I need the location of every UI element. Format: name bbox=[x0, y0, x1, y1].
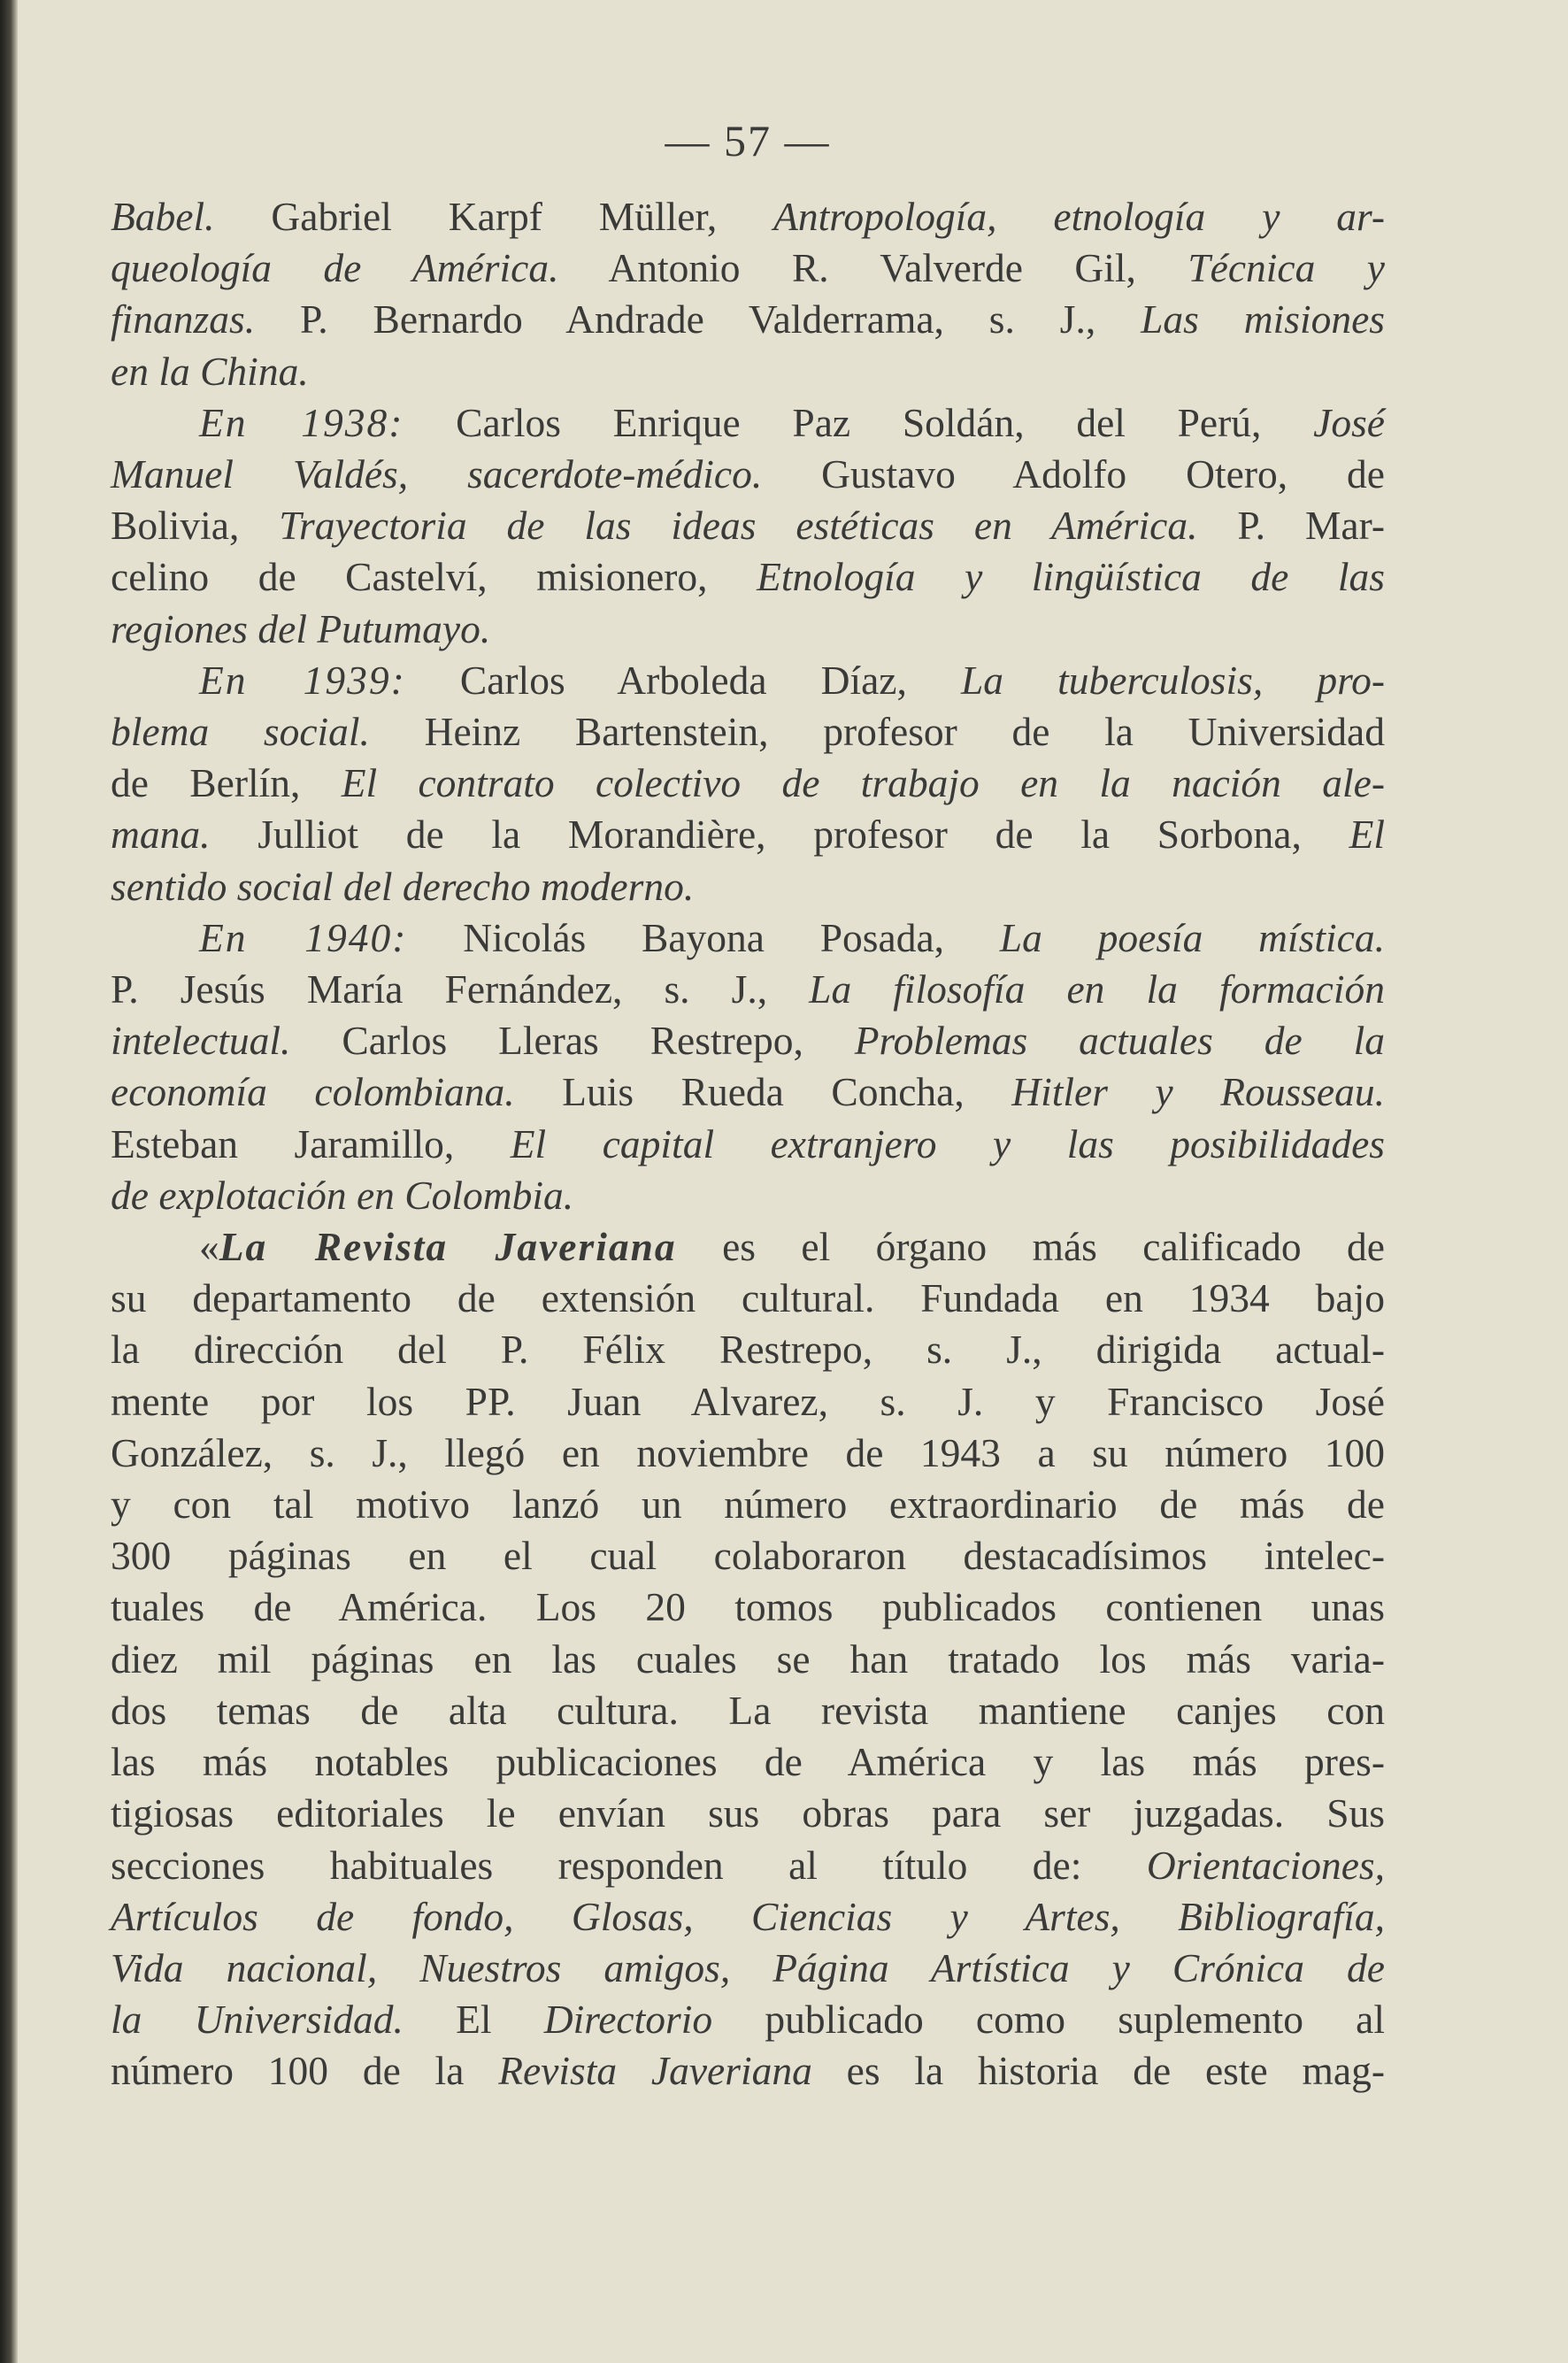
text-line: queología de América. Antonio R. Valverde Gil, Técnica y bbox=[111, 245, 1385, 291]
text-line: economía colombiana. Luis Rueda Concha, Hitler y Rousseau. bbox=[111, 1069, 1385, 1115]
text-line: la dirección del P. Félix Restrepo, s. J., dirigida actual- bbox=[111, 1327, 1385, 1373]
text-line: Babel. Gabriel Karpf Müller, Antropología, etnología y ar- bbox=[111, 194, 1385, 239]
year-heading: En 1940: bbox=[199, 914, 408, 960]
journal-title: La Revista Javeriana bbox=[219, 1224, 677, 1270]
text-line: mana. Julliot de la Morandière, profesor de la Sorbona, El bbox=[111, 812, 1385, 858]
paragraph-1 bbox=[111, 191, 1385, 397]
paragraph-revista-javeriana bbox=[111, 1221, 1385, 2097]
text-line: Artículos de fondo, Glosas, Ciencias y Artes, Bibliografía, bbox=[111, 1893, 1385, 1939]
text-line: Vida nacional, Nuestros amigos, Página Artística y Crónica de bbox=[111, 1944, 1385, 1990]
text-line: celino de Castelví, misionero, Etnología y lingüística de las bbox=[111, 554, 1385, 600]
text-line: González, s. J., llegó en noviembre de 1943 a su número 100 bbox=[111, 1429, 1385, 1475]
book-binding-edge bbox=[0, 0, 18, 2363]
text-line: y con tal motivo lanzó un número extraordinario de más de bbox=[111, 1482, 1385, 1528]
text-line: de explotación en Colombia. bbox=[111, 1172, 574, 1218]
paragraph-1940 bbox=[111, 912, 1385, 1221]
text-line: diez mil páginas en las cuales se han tratado los más varia- bbox=[111, 1636, 1385, 1682]
text-line: tuales de América. Los 20 tomos publicados contienen unas bbox=[111, 1584, 1385, 1630]
text-line: sentido social del derecho moderno. bbox=[111, 863, 695, 909]
text-line: Bolivia, Trayectoria de las ideas estéticas en América. P. Mar- bbox=[111, 503, 1385, 549]
text-line: «La Revista Javeriana es el órgano más calificado de bbox=[199, 1224, 1385, 1270]
text-line: Manuel Valdés, sacerdote-médico. Gustavo Adolfo Otero, de bbox=[111, 451, 1385, 497]
book-page bbox=[111, 115, 1385, 2097]
year-heading: En 1939: bbox=[199, 657, 406, 703]
text-line: 300 páginas en el cual colaboraron destacadísimos intelec- bbox=[111, 1533, 1385, 1579]
text-line: Esteban Jaramillo, El capital extranjero y las posibilidades bbox=[111, 1120, 1385, 1166]
text-line: la Universidad. El Directorio publicado como suplemento al bbox=[111, 1997, 1385, 2043]
text-line: En 1940: Nicolás Bayona Posada, La poesía mística. bbox=[199, 914, 1385, 960]
paragraph-1939 bbox=[111, 655, 1385, 912]
text-line: blema social. Heinz Bartenstein, profesor de la Universidad bbox=[111, 709, 1385, 755]
text-line: mente por los PP. Juan Alvarez, s. J. y Francisco José bbox=[111, 1378, 1385, 1424]
text-line: su departamento de extensión cultural. Fundada en 1934 bajo bbox=[111, 1275, 1385, 1321]
paragraph-1938 bbox=[111, 397, 1385, 655]
year-heading: En 1938: bbox=[199, 399, 404, 445]
text-line: regiones del Putumayo. bbox=[111, 605, 491, 651]
text-line: intelectual. Carlos Lleras Restrepo, Problemas actuales de la bbox=[111, 1018, 1386, 1064]
text-line: secciones habituales responden al título de: Orientaciones, bbox=[111, 1842, 1385, 1888]
text-line: En 1939: Carlos Arboleda Díaz, La tuberculosis, pro- bbox=[199, 657, 1385, 703]
text-line: número 100 de la Revista Javeriana es la historia de este mag- bbox=[111, 2048, 1386, 2094]
text-line: P. Jesús María Fernández, s. J., La filosofía en la formación bbox=[111, 966, 1385, 1012]
text-line: las más notables publicaciones de América y las más pres- bbox=[111, 1739, 1385, 1785]
text-line: dos temas de alta cultura. La revista mantiene canjes con bbox=[111, 1687, 1385, 1733]
text-line: finanzas. P. Bernardo Andrade Valderrama, s. J., Las misiones bbox=[111, 296, 1386, 343]
text-line: tigiosas editoriales le envían sus obras para ser juzgadas. Sus bbox=[111, 1790, 1385, 1836]
page-number: — 57 — bbox=[665, 116, 831, 165]
text-line: en la China. bbox=[111, 348, 309, 394]
text-line: En 1938: Carlos Enrique Paz Soldán, del Perú, José bbox=[199, 399, 1385, 445]
text-line: de Berlín, El contrato colectivo de trabajo en la nación ale- bbox=[111, 760, 1385, 806]
